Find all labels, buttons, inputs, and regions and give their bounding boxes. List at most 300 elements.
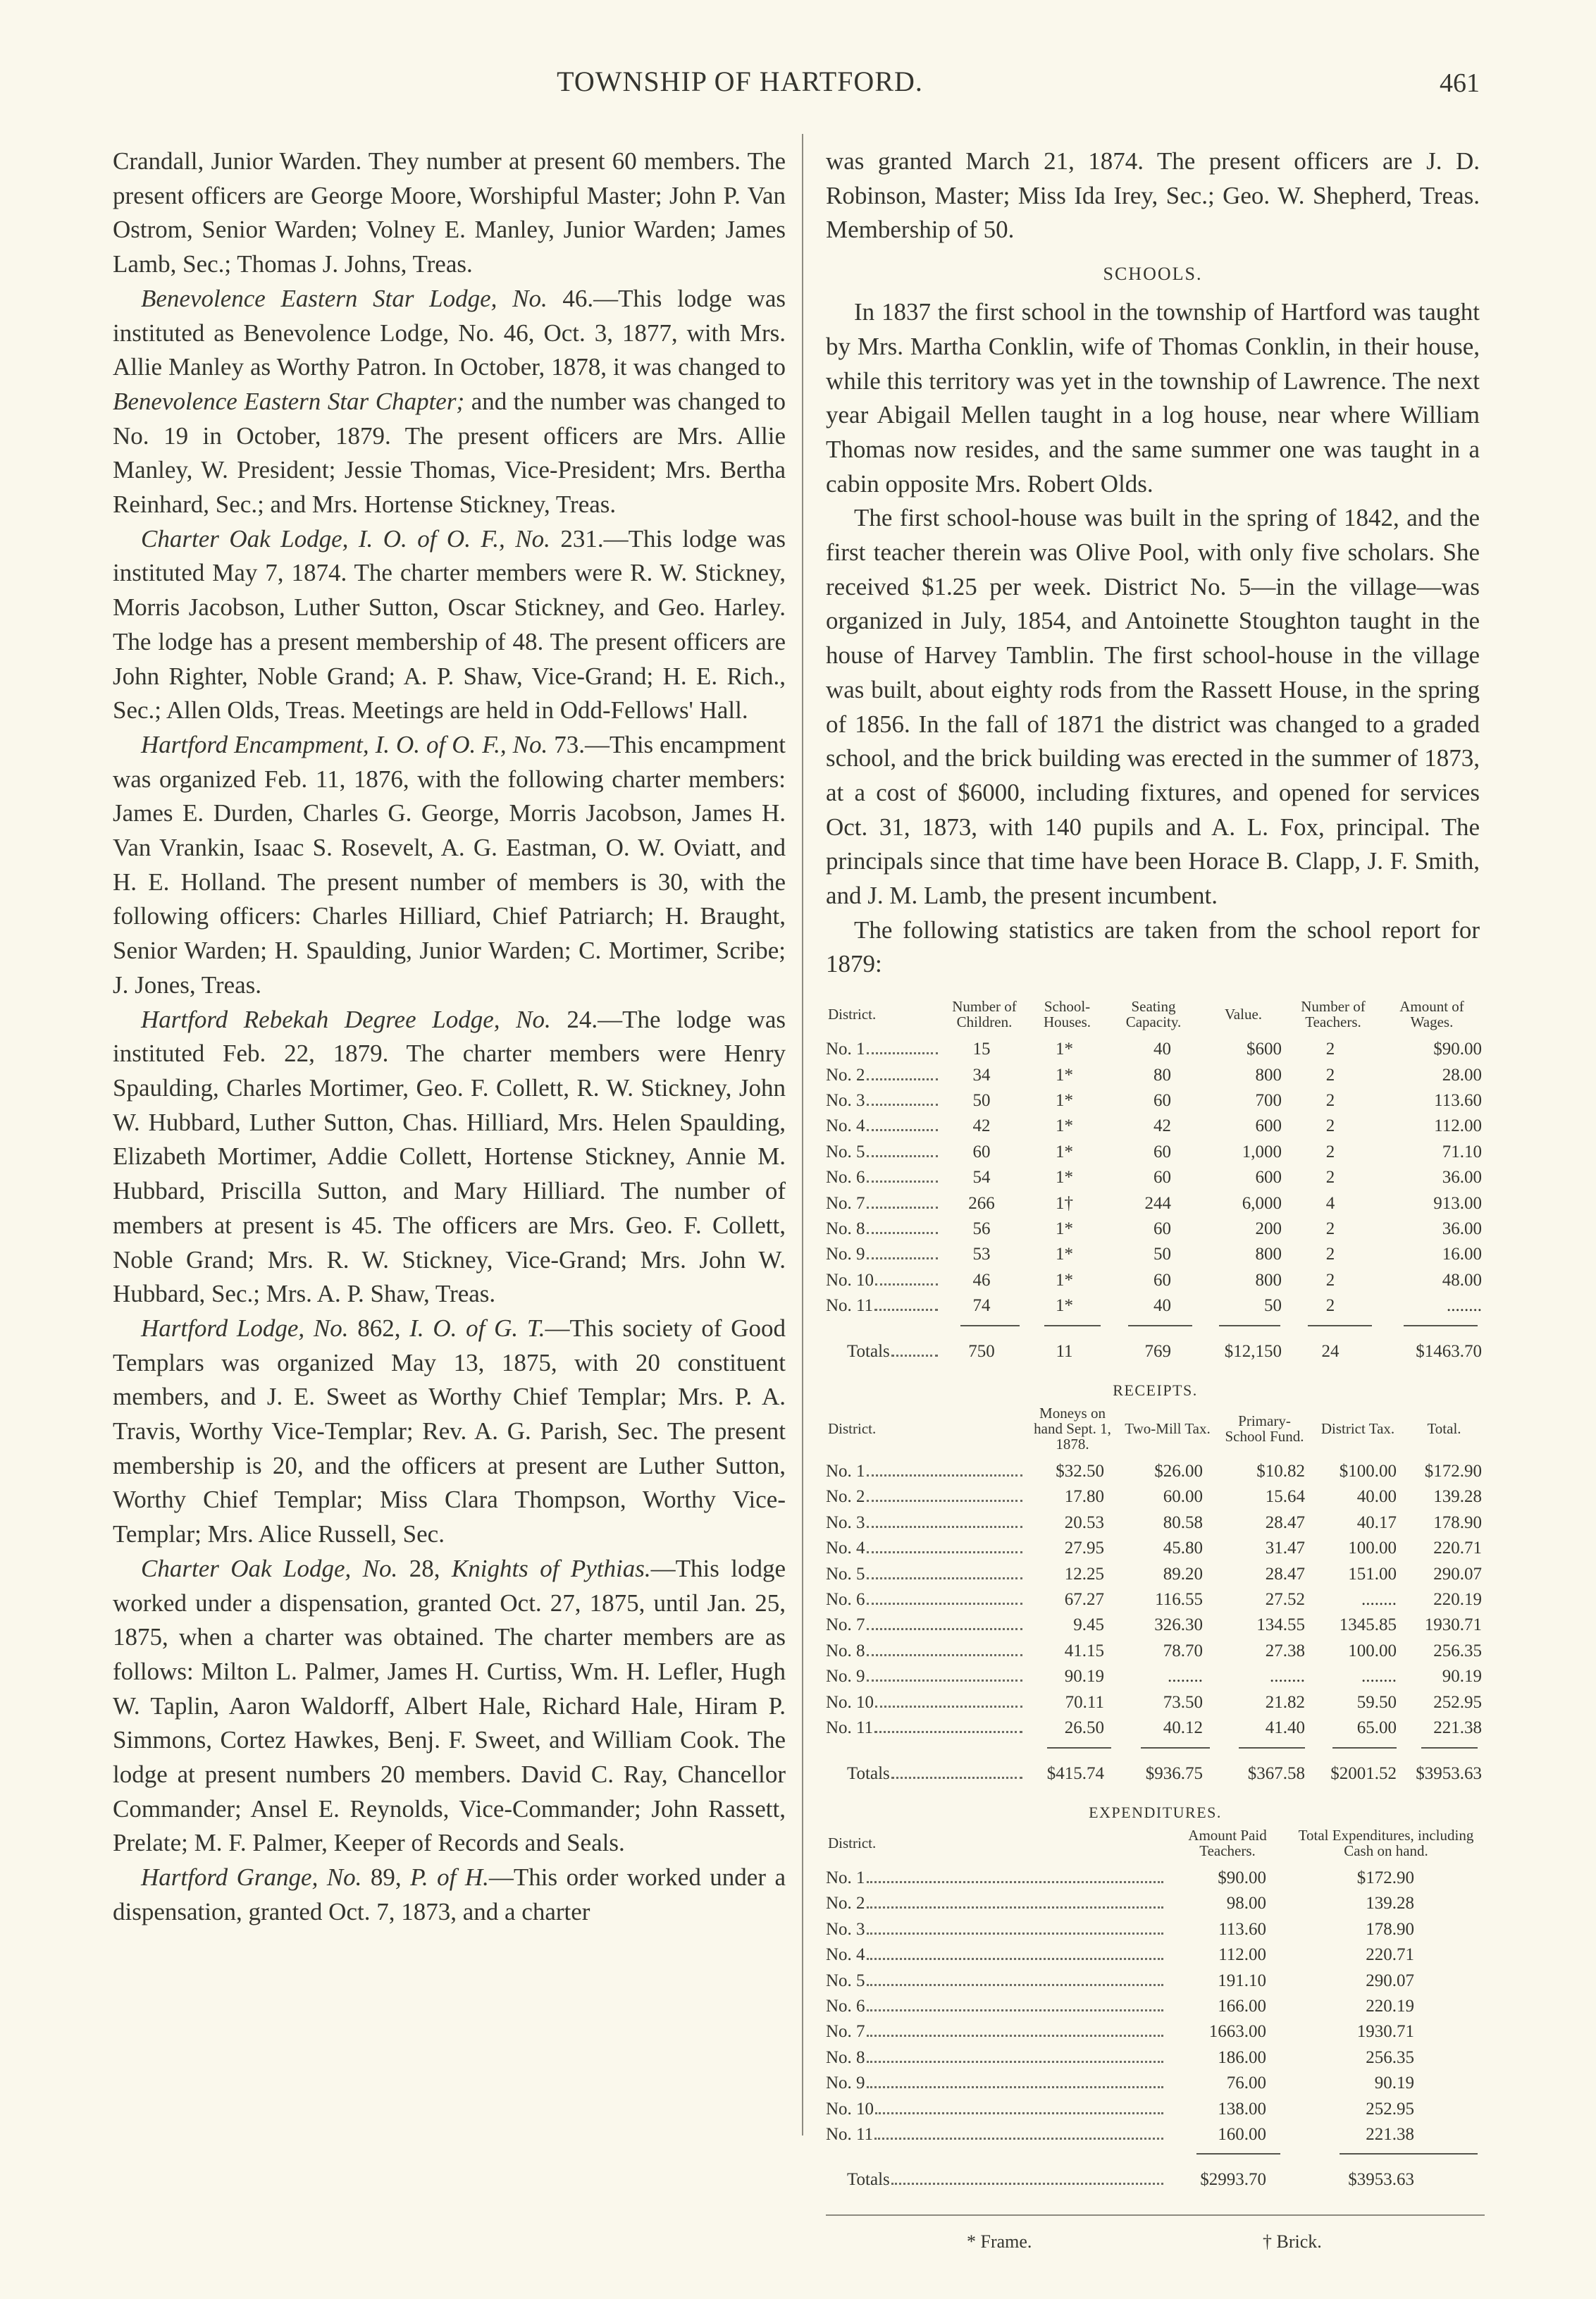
value-cell: 27.38	[1265, 1641, 1305, 1660]
district-name: No. 1	[826, 1868, 865, 1887]
totals-row	[826, 2157, 1485, 2193]
total-value: 24	[1321, 1341, 1340, 1361]
totals-label	[826, 1329, 942, 1364]
value-cell: 138.00	[1218, 2099, 1266, 2119]
value-cell: 41.40	[1265, 1718, 1305, 1738]
district-label	[826, 1664, 1027, 1689]
value-cell: 60	[1153, 1219, 1171, 1239]
district-cell	[826, 1459, 1027, 1484]
paragraph-text: 46.—This lodge was instituted as Benevolence Lodge, No. 46, Oct. 3, 1877, with Mrs. Allie Manley as Worthy Patron. In October, 1878, it was changed to	[113, 284, 786, 381]
district-label	[826, 1037, 942, 1062]
column-header: School-Houses.	[1043, 998, 1091, 1031]
value-cell: ........	[1270, 1667, 1305, 1687]
table-row	[826, 1715, 1485, 1741]
paragraph-text: 24.—The lodge was instituted Feb. 22, 1879. The charter members were Henry Spaulding, Charles Mortimer, Geo. F. Collett, R. W. Stickney, John W. Hubbard, Luther Sutton, Chas. Hilliard, Mrs. Helen Spaulding, Elizabeth Mortimer, Addie Collett, Hortense Stickney, Annie M. Hubbard, Priscilla Sutton, and Mary Hilliard. The number of members at present is 45. The officers are Mrs. Geo. F. Collett, Noble Grand; Mrs. R. W. Stickney, Vice-Grand; Mrs. John W. Hubbard, Sec.; Mrs. A. P. Shaw, Treas.	[113, 1005, 786, 1308]
district-label	[826, 1293, 942, 1319]
header-spacer	[826, 1859, 1485, 1866]
value-cell: ........	[1447, 1296, 1482, 1316]
district-label	[826, 1562, 1027, 1587]
value-cell: 36.00	[1442, 1219, 1482, 1239]
column-header: Total Expenditures, including Cash on hand.	[1298, 1826, 1474, 1859]
total-value: $12,150	[1224, 1341, 1282, 1361]
district-cell	[826, 1587, 1027, 1613]
value-cell: 15.64	[1265, 1487, 1305, 1507]
running-title: TOWNSHIP OF HARTFORD.	[557, 66, 923, 97]
total-value: $2993.70	[1200, 2170, 1266, 2190]
district-name: No. 10	[826, 2099, 874, 2119]
table-row	[826, 1942, 1485, 1968]
dot-leader	[867, 1052, 938, 1054]
footnotes	[826, 2214, 1485, 2272]
table-row	[826, 1664, 1485, 1689]
district-name: No. 11	[826, 1718, 874, 1738]
value-cell: 191.10	[1218, 1971, 1266, 1990]
value-cell: 166.00	[1218, 1996, 1266, 2016]
value-cell: 1663.00	[1208, 2022, 1266, 2042]
value-cell: 220.19	[1433, 1590, 1482, 1610]
district-cell	[826, 1063, 942, 1088]
value-cell: ........	[1361, 1667, 1397, 1687]
value-cell: 2	[1325, 1090, 1335, 1110]
district-cell	[826, 1242, 942, 1267]
district-name: No. 5	[826, 1564, 865, 1584]
district-label	[826, 1639, 1027, 1664]
value-cell: 1*	[1056, 1245, 1073, 1264]
value-cell: 186.00	[1218, 2047, 1266, 2067]
totals-label	[826, 2157, 1168, 2193]
district-label	[826, 1063, 942, 1088]
value-cell: $600	[1247, 1040, 1282, 1059]
value-cell: $26.00	[1154, 1462, 1203, 1481]
table-row	[826, 1165, 1485, 1190]
left-column	[113, 144, 786, 1930]
value-cell: 1,000	[1242, 1142, 1282, 1161]
value-cell: 800	[1255, 1270, 1282, 1290]
value-cell: 1*	[1056, 1090, 1073, 1110]
district-name: No. 1	[826, 1462, 865, 1481]
district-name: Totals	[847, 1763, 890, 1783]
column-header: District Tax.	[1320, 1420, 1395, 1438]
value-cell: 1*	[1056, 1065, 1073, 1085]
district-cell	[826, 1088, 942, 1114]
district-cell	[826, 1613, 1027, 1638]
district-cell	[826, 1562, 1027, 1587]
value-cell: 28.47	[1265, 1564, 1305, 1584]
district-name: No. 7	[826, 1615, 865, 1635]
table-row	[826, 2019, 1485, 2045]
grange-continuation: was granted March 21, 1874. The present officers are J. D. Robinson, Master; Miss Ida Irey, Sec.; Geo. W. Shepherd, Treas. Membership of 50.	[826, 147, 1480, 244]
table-row	[826, 1037, 1485, 1062]
district-cell	[826, 1037, 942, 1062]
dot-leader	[891, 1355, 938, 1357]
value-cell: 244	[1144, 1193, 1171, 1213]
dot-leader	[867, 1679, 1022, 1682]
table-row	[826, 1690, 1485, 1715]
value-cell: 2	[1325, 1296, 1335, 1316]
value-cell: 220.19	[1366, 1996, 1414, 2016]
value-cell: 90.19	[1442, 1667, 1482, 1687]
value-cell: 16.00	[1442, 1245, 1482, 1264]
column-header: Moneys on hand Sept. 1, 1878.	[1034, 1405, 1111, 1453]
value-cell: 252.95	[1433, 1692, 1482, 1712]
district-label	[826, 2019, 1168, 2045]
page-header	[0, 65, 1596, 107]
district-cell	[826, 2122, 1168, 2147]
district-cell	[826, 1891, 1168, 1916]
total-value: 750	[968, 1341, 995, 1361]
column-header: Amount Paid Teachers.	[1188, 1826, 1267, 1859]
district-label	[826, 1613, 1027, 1638]
value-cell: 1*	[1056, 1168, 1073, 1188]
value-cell: 80	[1153, 1065, 1171, 1085]
value-cell: 290.07	[1433, 1564, 1482, 1584]
totals-row	[826, 1329, 1485, 1364]
value-cell: 17.80	[1064, 1487, 1104, 1507]
district-label	[826, 1459, 1027, 1484]
value-cell: 220.71	[1433, 1539, 1482, 1558]
column-header: District.	[828, 1420, 877, 1438]
value-cell: 1*	[1056, 1116, 1073, 1136]
totals-rule	[826, 1319, 1485, 1329]
table-row	[826, 1613, 1485, 1638]
district-name: No. 10	[826, 1270, 874, 1290]
paragraph-text: 89,	[361, 1863, 411, 1892]
value-cell: 1*	[1056, 1142, 1073, 1161]
value-cell: 600	[1255, 1168, 1282, 1188]
table-row	[826, 2071, 1485, 2096]
dot-leader	[867, 1551, 1022, 1553]
value-cell: 90.19	[1374, 2073, 1414, 2093]
value-cell: 34	[972, 1065, 991, 1085]
district-cell	[826, 1639, 1027, 1664]
district-cell	[826, 1484, 1027, 1510]
district-name: No. 11	[826, 2124, 874, 2144]
dot-leader	[867, 1104, 938, 1106]
dot-leader	[867, 1129, 938, 1131]
value-cell: 56	[972, 1219, 991, 1239]
dot-leader	[875, 1283, 938, 1286]
value-cell: 42	[972, 1116, 991, 1136]
paragraph-text: 73.—This encampment was organized Feb. 11, 1876, with the following charter members: James E. Durden, Charles G. George, Morris Jacobson, James H. Van Vrankin, Isaac S. Rosevelt, A. G. Eastman, O. W. Oviatt, and H. E. Holland. The present number of members is 30, with the following officers: Charles Hilliard, Chief Patriarch; H. Braught, Senior Warden; H. Spaulding, Junior Warden; C. Mortimer, Scribe; J. Jones, Treas.	[113, 730, 786, 999]
paragraph-text: 231.—This lodge was instituted May 7, 1874. The charter members were R. W. Stickney, Morris Jacobson, Luther Sutton, Oscar Stickney, and Geo. Harley. The lodge has a present membership of 48. The present officers are John Righter, Noble Grand; A. P. Shaw, Vice-Grand; H. E. Rich., Sec.; Allen Olds, Treas. Meetings are held in Odd-Fellows' Hall.	[113, 524, 786, 725]
schools-paragraph-1: In 1837 the first school in the township of Hartford was taught by Mrs. Martha Conklin, wife of Thomas Conklin, in their house, while this territory was yet in the township of Lawrence. The next year Abigail Mellen taught in a log house, near where William Thomas now resides, and the same summer one was taught in a cabin opposite Mrs. Robert Olds.	[826, 298, 1480, 498]
dot-leader	[867, 1958, 1163, 1960]
district-name: No. 8	[826, 2047, 865, 2067]
value-cell: 76.00	[1226, 2073, 1266, 2093]
district-label	[826, 1536, 1027, 1561]
total-value: 11	[1056, 1341, 1073, 1361]
district-label	[826, 1715, 1027, 1741]
lodge-name: Benevolence Eastern Star Lodge, No.	[141, 284, 548, 312]
totals-label	[826, 1751, 1027, 1787]
district-name: No. 10	[826, 1692, 874, 1712]
dot-leader	[867, 1933, 1163, 1935]
district-name: No. 7	[826, 2022, 865, 2042]
district-label	[826, 1242, 942, 1267]
column-divider	[802, 134, 803, 2135]
dot-leader	[874, 2138, 1163, 2140]
value-cell: 1*	[1056, 1270, 1073, 1290]
value-cell: 26.50	[1064, 1718, 1104, 1738]
value-cell: 60.00	[1163, 1487, 1203, 1507]
table-row	[826, 1191, 1485, 1216]
right-column	[826, 144, 1485, 2272]
lodge-name: Benevolence Eastern Star Chapter;	[113, 387, 465, 415]
total-value: $1463.70	[1416, 1341, 1482, 1361]
table-row	[826, 1510, 1485, 1536]
value-cell: 2	[1325, 1219, 1335, 1239]
district-name: No. 4	[826, 1945, 865, 1965]
receipts-title: RECEIPTS.	[1113, 1381, 1198, 1400]
lodge-paragraph	[113, 1312, 786, 1552]
value-cell: 53	[972, 1245, 991, 1264]
dot-leader	[867, 1500, 1022, 1502]
value-cell: ........	[1168, 1667, 1203, 1687]
value-cell: 50	[1153, 1245, 1171, 1264]
dot-leader	[867, 1181, 938, 1183]
value-cell: 252.95	[1366, 2099, 1414, 2119]
value-cell: 116.55	[1155, 1590, 1203, 1610]
column-header: Amount of Wages.	[1399, 998, 1464, 1031]
dot-leader	[867, 1984, 1163, 1986]
value-cell: 40.17	[1356, 1512, 1397, 1532]
dot-leader	[867, 1628, 1022, 1630]
schools-paragraph-3: The following statistics are taken from the school report for 1879:	[826, 916, 1480, 978]
table-header-row	[826, 1405, 1485, 1452]
value-cell: 42	[1153, 1116, 1171, 1136]
district-label	[847, 1339, 942, 1364]
value-cell: 139.28	[1433, 1487, 1482, 1507]
column-header: Total.	[1427, 1420, 1461, 1438]
district-cell	[826, 1942, 1168, 1968]
value-cell: 100.00	[1348, 1641, 1397, 1660]
totals-rule	[826, 1742, 1485, 1751]
district-name: No. 2	[826, 1894, 865, 1913]
total-value: $367.58	[1247, 1763, 1305, 1783]
district-label	[826, 1216, 942, 1242]
district-label	[826, 1891, 1168, 1916]
value-cell: 46	[972, 1270, 991, 1290]
district-label	[826, 1917, 1168, 1942]
district-label	[826, 1165, 942, 1190]
table-row	[826, 1114, 1485, 1139]
table-row	[826, 1866, 1485, 1891]
value-cell: 1†	[1056, 1193, 1073, 1213]
dot-leader	[867, 1257, 938, 1259]
district-name: No. 4	[826, 1116, 865, 1136]
lodge-paragraph	[113, 144, 786, 282]
table-row	[826, 2122, 1485, 2147]
district-label	[826, 1942, 1168, 1968]
value-cell: 98.00	[1226, 1894, 1266, 1913]
value-cell: $90.00	[1433, 1040, 1482, 1059]
totals-rule	[826, 2147, 1485, 2157]
lodge-name: Knights of Pythias.	[451, 1554, 651, 1582]
district-name: No. 3	[826, 1919, 865, 1939]
district-cell	[826, 1968, 1168, 1994]
dot-leader	[867, 1603, 1022, 1605]
table-row	[826, 1587, 1485, 1613]
value-cell: 2	[1325, 1040, 1335, 1059]
lodge-name: Charter Oak Lodge, No.	[141, 1554, 398, 1582]
value-cell: 50	[972, 1090, 991, 1110]
district-name: No. 5	[826, 1971, 865, 1990]
value-cell: $172.90	[1424, 1462, 1482, 1481]
value-cell: 112.00	[1434, 1116, 1482, 1136]
district-name: No. 6	[826, 1996, 865, 2016]
district-name: No. 2	[826, 1065, 865, 1085]
receipts-table	[826, 1381, 1485, 1787]
lodge-name: I. O. of G. T.	[409, 1314, 545, 1342]
total-value: $3953.63	[1348, 2170, 1414, 2190]
value-cell: 913.00	[1433, 1193, 1482, 1213]
table-row	[826, 1140, 1485, 1165]
value-cell: 1*	[1056, 1219, 1073, 1239]
district-cell	[826, 2097, 1168, 2122]
dot-leader	[874, 1309, 938, 1311]
table-row	[826, 1917, 1485, 1942]
dot-leader	[867, 1232, 938, 1234]
column-header: Number of Children.	[952, 998, 1017, 1031]
district-label	[826, 1690, 1027, 1715]
lodge-paragraph	[113, 1861, 786, 1929]
dot-leader	[867, 1155, 938, 1157]
district-name: Totals	[847, 1341, 890, 1361]
value-cell: 112.00	[1218, 1945, 1266, 1965]
value-cell: 90.19	[1064, 1667, 1104, 1687]
value-cell: 36.00	[1442, 1168, 1482, 1188]
table-row	[826, 1994, 1485, 2019]
value-cell: 60	[1153, 1168, 1171, 1188]
district-name: Totals	[847, 2170, 890, 2190]
value-cell: 6,000	[1242, 1193, 1282, 1213]
district-label	[826, 1114, 942, 1139]
district-label	[826, 1968, 1168, 1994]
paragraph-text: —This lodge worked under a dispensation, granted Oct. 27, 1875, until Jan. 25, 1875, when a charter was obtained. The charter members are as follows: Milton L. Palmer, James H. Curtiss, Wm. H. Lefler, Hugh W. Taplin, Aaron Waldorff, Albert Hale, Richard Hale, Hiram P. Simmons, Cortez Hawkes, Benj. F. Sweet, and William Cook. The lodge at present numbers 20 members. David C. Ray, Chancellor Commander; Ansel E. Reynolds, Vice-Commander; John Rassett, Prelate; M. F. Palmer, Keeper of Records and Seals.	[113, 1554, 786, 1857]
district-name: No. 3	[826, 1090, 865, 1110]
district-cell	[826, 1536, 1027, 1561]
value-cell: 31.47	[1265, 1539, 1305, 1558]
district-name: No. 9	[826, 1245, 865, 1264]
value-cell: 73.50	[1163, 1692, 1203, 1712]
value-cell: 48.00	[1442, 1270, 1482, 1290]
school-statistics-table	[826, 999, 1485, 1364]
value-cell: 1930.71	[1356, 2022, 1414, 2042]
paragraph-text: 28,	[397, 1554, 452, 1582]
district-name: No. 2	[826, 1487, 865, 1507]
district-label	[826, 1866, 1168, 1891]
district-cell	[826, 1866, 1168, 1891]
district-label	[826, 1994, 1168, 2019]
district-name: No. 5	[826, 1142, 865, 1161]
table-row	[826, 1293, 1485, 1319]
value-cell: $10.82	[1256, 1462, 1305, 1481]
table-row	[826, 1484, 1485, 1510]
value-cell: 800	[1255, 1065, 1282, 1085]
lodge-name: Hartford Grange, No.	[141, 1863, 362, 1892]
dot-leader	[867, 1078, 938, 1080]
lodge-paragraph	[113, 1552, 786, 1861]
value-cell: 21.82	[1265, 1692, 1305, 1712]
value-cell: 220.71	[1366, 1945, 1414, 1965]
value-cell: 1*	[1056, 1040, 1073, 1059]
dot-leader	[891, 2183, 1163, 2185]
table-row	[826, 1063, 1485, 1088]
district-name: No. 8	[826, 1219, 865, 1239]
paragraph-text: —This order worked under a dispensation, granted Oct. 7, 1873, and a charter	[113, 1863, 786, 1925]
district-cell	[826, 1510, 1027, 1536]
lodge-name: Hartford Lodge, No.	[141, 1314, 349, 1342]
value-cell: 15	[972, 1040, 991, 1059]
district-name: No. 11	[826, 1296, 874, 1316]
table-row	[826, 1562, 1485, 1587]
value-cell: 800	[1255, 1245, 1282, 1264]
value-cell: $100.00	[1339, 1462, 1397, 1481]
value-cell: 266	[968, 1193, 995, 1213]
lodge-paragraph	[113, 282, 786, 522]
lodge-paragraph	[113, 522, 786, 728]
dot-leader	[874, 1731, 1022, 1733]
table-row	[826, 1242, 1485, 1267]
value-cell: 221.38	[1433, 1718, 1482, 1738]
table-row	[826, 1088, 1485, 1114]
table-row	[826, 2045, 1485, 2071]
value-cell: 178.90	[1366, 1919, 1414, 1939]
dot-leader	[875, 2112, 1163, 2114]
paragraph-text: Crandall, Junior Warden. They number at present 60 members. The present officers are George Moore, Worshipful Master; John P. Van Ostrom, Senior Warden; Volney E. Manley, Junior Warden; James Lamb, Sec.; Thomas J. Johns, Treas.	[113, 147, 786, 278]
column-header: Primary-School Fund.	[1225, 1412, 1304, 1446]
value-cell: 27.95	[1064, 1539, 1104, 1558]
column-header: Two-Mill Tax.	[1125, 1420, 1211, 1438]
value-cell: 256.35	[1366, 2047, 1414, 2067]
value-cell: 1*	[1056, 1296, 1073, 1316]
value-cell: 2	[1325, 1116, 1335, 1136]
district-cell	[826, 2045, 1168, 2071]
value-cell: 700	[1255, 1090, 1282, 1110]
dot-leader	[867, 2086, 1163, 2088]
paragraph-text: and the number was changed to No. 19 in October, 1879. The present officers are Mrs. Allie Manley, W. President; Jessie Thomas, Vice-President; Mrs. Bertha Reinhard, Sec.; and Mrs. Hortense Stickney, Treas.	[113, 387, 786, 519]
lodge-name: Charter Oak Lodge, I. O. of O. F., No.	[141, 524, 550, 553]
value-cell: 600	[1255, 1116, 1282, 1136]
total-value: $415.74	[1046, 1763, 1104, 1783]
district-name: No. 3	[826, 1512, 865, 1532]
value-cell: 60	[972, 1142, 991, 1161]
paragraph-text: 862,	[348, 1314, 410, 1342]
value-cell: 27.52	[1265, 1590, 1305, 1610]
district-name: No. 9	[826, 1667, 865, 1687]
value-cell: 178.90	[1433, 1512, 1482, 1532]
district-cell	[826, 1140, 942, 1165]
value-cell: $32.50	[1056, 1462, 1104, 1481]
value-cell: 50	[1264, 1296, 1282, 1316]
table-row	[826, 1891, 1485, 1916]
value-cell: 40.00	[1356, 1487, 1397, 1507]
value-cell: 1345.85	[1339, 1615, 1397, 1635]
column-header: Seating Capacity.	[1125, 998, 1182, 1031]
district-name: No. 6	[826, 1590, 865, 1610]
value-cell: 89.20	[1163, 1564, 1203, 1584]
district-cell	[826, 1917, 1168, 1942]
table-header-row	[826, 1828, 1485, 1859]
district-label	[826, 1140, 942, 1165]
lodge-paragraph	[113, 728, 786, 1003]
table-row	[826, 1536, 1485, 1561]
district-cell	[826, 2019, 1168, 2045]
right-column-text	[826, 144, 1480, 982]
value-cell: 40	[1153, 1040, 1171, 1059]
table-header-row	[826, 999, 1485, 1030]
district-cell	[826, 1994, 1168, 2019]
